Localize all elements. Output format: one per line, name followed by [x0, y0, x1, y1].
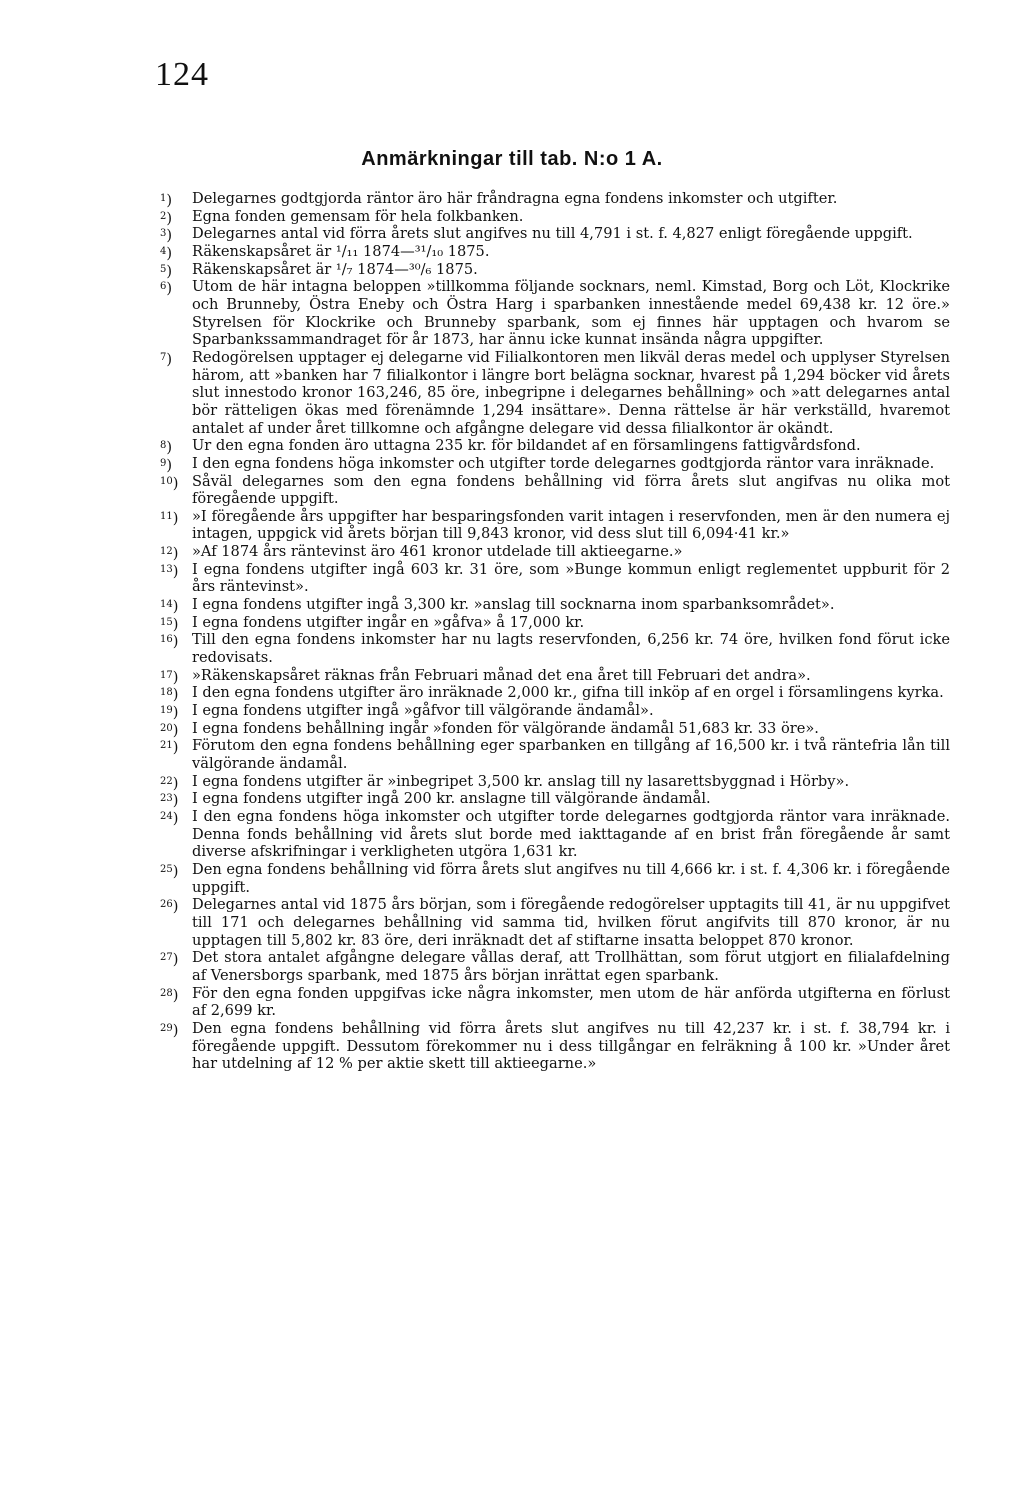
note-marker: $^8$) — [160, 439, 173, 457]
note-item — [160, 861, 950, 896]
note-text: Den egna fondens behållning vid förra årets slut angifves nu till 42,237 kr. i st. f. 38,794 kr. i föregående uppgift. Dessutom förekommer nu i dess tillgångar en felräkning å 100 kr. »Under året har utdelning af 12 % per aktie skett till aktieegarne.» — [192, 1019, 950, 1073]
note-marker: $^{22}$) — [160, 774, 179, 792]
note-text: Det stora antalet afgångne delegare vållas deraf, att Trollhättan, som förut utgjort en filialafdelning af Venersborgs sparbank, med 1875 års början inrättat egen sparbank. — [192, 949, 950, 984]
note-marker: $^7$) — [160, 350, 173, 368]
note-number: 3 — [160, 228, 167, 240]
note-marker: $^5$) — [160, 262, 173, 280]
note-text: Räkenskapsåret är ¹/₇ 1874—³⁰/₆ 1875. — [192, 260, 478, 278]
note-marker: $^4$) — [160, 244, 173, 262]
note-marker: $^{24}$) — [160, 809, 179, 827]
note-text: Ur den egna fonden äro uttagna 235 kr. för bildandet af en församlingens fattigvårdsfond. — [192, 437, 861, 455]
note-text: Delegarnes godtgjorda räntor äro här fråndragna egna fondens inkomster och utgifter. — [192, 190, 838, 207]
note-text: I egna fondens behållning ingår »fonden för välgörande ändamål 51,683 kr. 33 öre». — [192, 719, 819, 737]
note-text: Utom de här intagna beloppen »tillkomma följande socknars, neml. Kimstad, Borg och Löt, Klockrike och Brunneby, Östra Eneby och Östra Harg i sparbanken innestående medel 69,438 kr. 12 öre.» Styrelsen för Klockrike och Brunneby sparbank, som ej finnes här upptagen och hvarom se Sparbankssammandraget för år 1873, har ännu icke kunnat insända några uppgifter. — [192, 278, 950, 349]
note-text: Delegarnes antal vid 1875 års början, som i föregående redogörelser upptagits till 41, är nu uppgifvet till 171 och delegarnes behållning vid samma tid, hvilken förut angifvits till 870 kronor, är nu upptagen till 5,802 kr. 83 öre, deri inräknadt det af stiftarne insatta beloppet 870 kronor. — [192, 896, 950, 949]
note-text: I egna fondens utgifter ingår en »gåfva» å 17,000 kr. — [192, 613, 585, 631]
note-number: 1 — [160, 193, 167, 204]
note-number: 10 — [160, 475, 173, 487]
note-marker: $^6$) — [160, 280, 173, 298]
note-text: I den egna fondens utgifter äro inräknade 2,000 kr., gifna till inköp af en orgel i församlingens kyrka. — [192, 684, 944, 702]
notes-list — [160, 190, 950, 1073]
note-number: 14 — [160, 599, 173, 611]
note-text: I egna fondens utgifter är »inbegripet 3,500 kr. anslag till ny lasarettsbyggnad i Hörby». — [192, 772, 850, 790]
note-item — [160, 684, 950, 702]
note-text: I egna fondens utgifter ingå 603 kr. 31 öre, som »Bunge kommun enligt reglementet uppburit för 2 års räntevinst». — [192, 560, 950, 596]
note-item — [160, 437, 950, 455]
note-marker: $^{21}$) — [160, 739, 179, 757]
note-item — [160, 614, 950, 632]
note-number: 21 — [160, 740, 173, 752]
note-number: 6 — [160, 281, 167, 293]
note-marker: $^{19}$) — [160, 704, 179, 722]
note-text: Förutom den egna fondens behållning eger sparbanken en tillgång af 16,500 kr. i två räntefria lån till välgörande ändamål. — [192, 737, 950, 772]
note-text: I egna fondens utgifter ingå »gåfvor till välgörande ändamål». — [192, 702, 654, 720]
note-marker: $^{28}$) — [160, 986, 179, 1004]
note-number: 24 — [160, 810, 173, 822]
note-number: 28 — [160, 987, 173, 999]
note-text: Räkenskapsåret är ¹/₁₁ 1874—³¹/₁₀ 1875. — [192, 242, 490, 260]
note-number: 19 — [160, 705, 173, 717]
note-item — [160, 1020, 950, 1073]
note-text: Till den egna fondens inkomster har nu lagts reservfonden, 6,256 kr. 74 öre, hvilken fond förut icke redovisats. — [192, 631, 950, 667]
note-item — [160, 808, 950, 861]
note-marker: $^3$) — [160, 227, 173, 245]
note-text: Delegarnes antal vid förra årets slut angifves nu till 4,791 i st. f. 4,827 enligt föregående uppgift. — [192, 225, 913, 243]
note-marker: $^{17}$) — [160, 668, 179, 686]
note-item — [160, 190, 950, 208]
note-text: För den egna fonden uppgifvas icke några inkomster, men utom de här anförda utgifterna en förlust af 2,699 kr. — [192, 984, 950, 1020]
note-number: 23 — [160, 793, 173, 805]
note-marker: $^{10}$) — [160, 474, 179, 492]
note-number: 12 — [160, 546, 173, 558]
note-item — [160, 455, 950, 473]
note-marker: $^{12}$) — [160, 545, 179, 563]
note-marker: $^9$) — [160, 456, 173, 474]
note-item — [160, 773, 950, 791]
note-item — [160, 208, 950, 226]
note-number: 29 — [160, 1022, 173, 1034]
note-number: 22 — [160, 775, 173, 787]
note-marker: $^{14}$) — [160, 598, 179, 616]
note-marker: $^{16}$) — [160, 633, 179, 651]
note-text: I egna fondens utgifter ingå 200 kr. anslagne till välgörande ändamål. — [192, 790, 711, 808]
note-item — [160, 737, 950, 772]
note-number: 18 — [160, 687, 173, 699]
note-number: 2 — [160, 210, 167, 222]
note-marker: $^{11}$) — [160, 509, 179, 527]
note-marker: $^{23}$) — [160, 792, 179, 810]
note-marker: $^{18}$) — [160, 686, 179, 704]
note-item — [160, 349, 950, 437]
note-item — [160, 473, 950, 508]
note-marker: $^{29}$) — [160, 1021, 179, 1039]
note-item — [160, 667, 950, 685]
note-number: 26 — [160, 899, 173, 911]
note-item — [160, 278, 950, 349]
note-item — [160, 225, 950, 243]
note-number: 13 — [160, 563, 173, 575]
note-text: »Räkenskapsåret räknas från Februari månad det ena året till Februari det andra». — [192, 666, 811, 684]
note-item — [160, 790, 950, 808]
note-item — [160, 702, 950, 720]
note-marker: $^1$) — [160, 192, 173, 209]
note-item — [160, 561, 950, 596]
note-marker: $^{25}$) — [160, 862, 179, 880]
note-number: 11 — [160, 510, 173, 522]
note-text: »I föregående års uppgifter har besparingsfonden varit intagen i reservfonden, men är den numera ej intagen, uppgick vid årets början till 9,843 kronor, vid dess slut till 6,094·41 kr.» — [192, 507, 950, 543]
note-marker: $^2$) — [160, 209, 173, 227]
note-number: 5 — [160, 263, 167, 275]
note-item — [160, 508, 950, 543]
note-item — [160, 596, 950, 614]
note-marker: $^{20}$) — [160, 721, 179, 739]
note-item — [160, 949, 950, 984]
note-text: I den egna fondens höga inkomster och utgifter torde delegarnes godtgjorda räntor vara inräknade. — [192, 454, 935, 472]
note-marker: $^{27}$) — [160, 951, 179, 969]
note-item — [160, 243, 950, 261]
page-number: 124 — [155, 56, 209, 93]
note-number: 9 — [160, 457, 167, 469]
note-number: 17 — [160, 669, 173, 681]
page-heading: Anmärkningar till tab. N:o 1 A. — [361, 148, 663, 170]
note-item — [160, 896, 950, 949]
note-text: Redogörelsen upptager ej delegarne vid Filialkontoren men likväl deras medel och upplyser Styrelsen härom, att »banken har 7 filialkontor i längre bort belägna socknar, hvarest på 1,294 böcker vid årets slut innestodo kronor 163,246, 85 öre, inbegripne i delegarnes behållning» och »att delegarnes antal bör rätteligen ökas med förenämnde 1,294 insättare». Denna rättelse är här verkställd, hvaremot antalet af under året tillkomne och afgångne delegare vid dessa filialkontor är okändt. — [192, 348, 950, 437]
note-item — [160, 720, 950, 738]
note-number: 8 — [160, 440, 167, 452]
note-text: I egna fondens utgifter ingå 3,300 kr. »anslag till socknarna inom sparbanksområdet». — [192, 596, 835, 614]
note-item — [160, 631, 950, 666]
note-item — [160, 543, 950, 561]
note-text: I den egna fondens höga inkomster och utgifter torde delegarnes godtgjorda räntor vara inräknade. Denna fonds behållning vid årets slut borde med iakttagande af en brist från föregående år samt diverse afskrifningar i verkligheten utgöra 1,631 kr. — [192, 807, 950, 861]
note-number: 7 — [160, 351, 167, 363]
note-text: Såväl delegarnes som den egna fondens behållning vid förra årets slut angifvas nu olika mot föregående uppgift. — [192, 472, 950, 508]
note-item — [160, 985, 950, 1020]
note-number: 4 — [160, 245, 167, 257]
note-number: 25 — [160, 863, 173, 875]
note-marker: $^{13}$) — [160, 562, 179, 580]
note-text: Den egna fondens behållning vid förra årets slut angifves nu till 4,666 kr. i st. f. 4,306 kr. i föregående uppgift. — [192, 860, 950, 896]
note-number: 15 — [160, 616, 173, 628]
note-marker: $^{26}$) — [160, 898, 179, 916]
note-number: 20 — [160, 722, 173, 734]
note-number: 16 — [160, 634, 173, 646]
note-item — [160, 261, 950, 279]
note-text: Egna fonden gemensam för hela folkbanken. — [192, 207, 524, 225]
note-number: 27 — [160, 952, 173, 964]
note-text: »Af 1874 års räntevinst äro 461 kronor utdelade till aktieegarne.» — [192, 543, 683, 561]
note-marker: $^{15}$) — [160, 615, 179, 633]
